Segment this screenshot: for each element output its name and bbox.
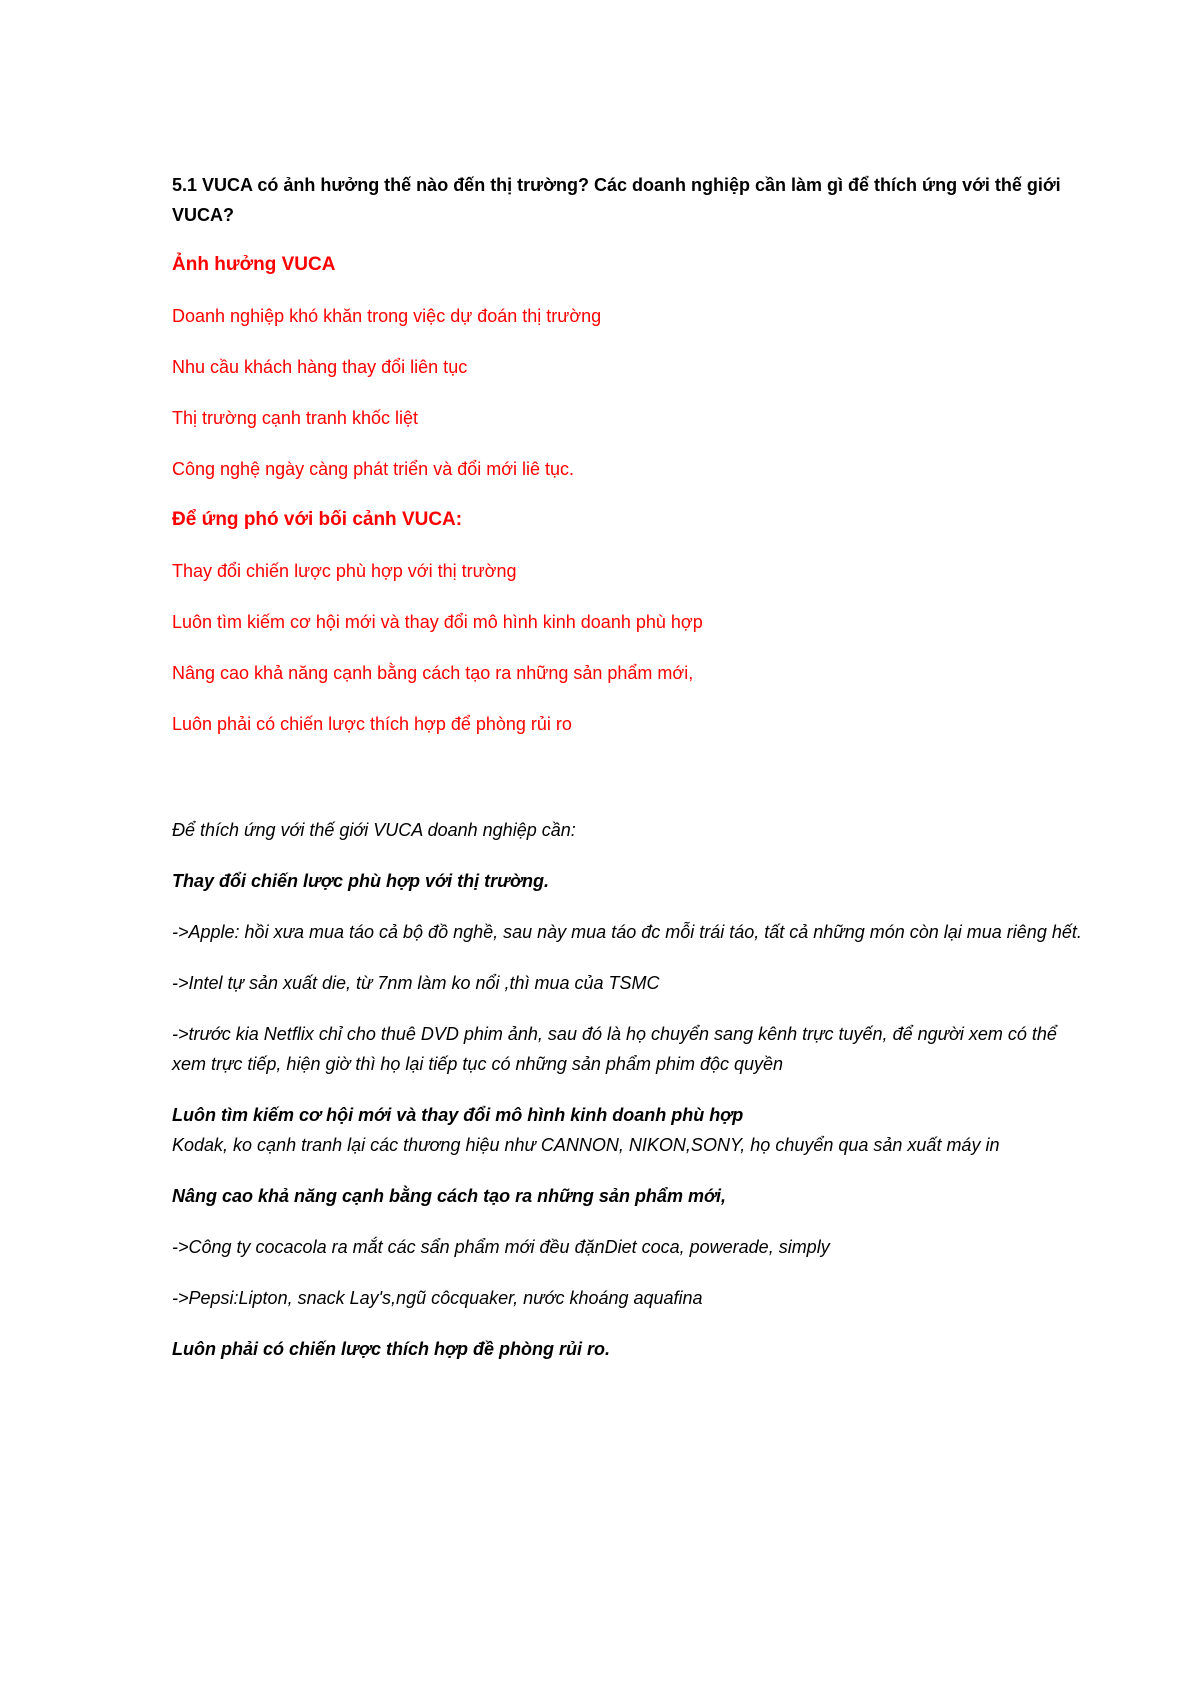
strategy-heading-2: Luôn tìm kiếm cơ hội mới và thay đổi mô hình kinh doanh phù hợp (172, 1105, 744, 1125)
response-item: Thay đổi chiến lược phù hợp với thị trường (172, 561, 517, 581)
adapt-intro: Để thích ứng với thế giới VUCA doanh nghiệp cần: (172, 820, 576, 840)
example-cocacola: ->Công ty cocacola ra mắt các sẩn phẩm mới đều đặnDiet coca, powerade, simply (172, 1237, 830, 1257)
impact-item: Doanh nghiệp khó khăn trong việc dự đoán thị trường (172, 306, 602, 326)
example-netflix: ->trước kia Netflix chỉ cho thuê DVD phim ảnh, sau đó là họ chuyển sang kênh trực tuyến, để người xem có thể xem trực tiếp, hiện giờ thì họ lại tiếp tục có những sản phẩm phim độc quyền (172, 1024, 1057, 1074)
impact-item: Thị trường cạnh tranh khốc liệt (172, 408, 418, 428)
response-item: Luôn phải có chiến lược thích hợp để phòng rủi ro (172, 714, 572, 734)
response-heading: Để ứng phó với bối cảnh VUCA: (172, 509, 463, 530)
response-item: Nâng cao khả năng cạnh bằng cách tạo ra những sản phẩm mới, (172, 663, 694, 683)
strategy-heading-4: Luôn phải có chiến lược thích hợp đề phòng rủi ro. (172, 1339, 611, 1359)
impact-heading: Ảnh hưởng VUCA (172, 254, 336, 275)
impact-item: Công nghệ ngày càng phát triển và đổi mới liê tục. (172, 459, 575, 479)
document-body (172, 170, 1084, 1385)
response-item: Luôn tìm kiếm cơ hội mới và thay đổi mô hình kinh doanh phù hợp (172, 612, 703, 632)
blank-space (172, 760, 1084, 815)
strategy-heading-3: Nâng cao khả năng cạnh bằng cách tạo ra những sản phẩm mới, (172, 1186, 727, 1206)
example-intel: ->Intel tự sản xuất die, từ 7nm làm ko nổi ,thì mua của TSMC (172, 973, 660, 993)
example-apple: ->Apple: hồi xưa mua táo cả bộ đồ nghề, sau này mua táo đc mỗi trái táo, tất cả những món còn lại mua riêng hết. (172, 922, 1082, 942)
impact-item: Nhu cầu khách hàng thay đổi liên tục (172, 357, 468, 377)
question-title: 5.1 VUCA có ảnh hưởng thế nào đến thị trường? Các doanh nghiệp cần làm gì để thích ứng với thế giới VUCA? (172, 175, 1061, 225)
example-kodak: Kodak, ko cạnh tranh lại các thương hiệu như CANNON, NIKON,SONY, họ chuyển qua sản xuất máy in (172, 1135, 1000, 1155)
example-pepsi: ->Pepsi:Lipton, snack Lay's,ngũ côcquaker, nước khoáng aquafina (172, 1288, 703, 1308)
strategy-heading-1: Thay đổi chiến lược phù hợp với thị trường. (172, 871, 550, 891)
